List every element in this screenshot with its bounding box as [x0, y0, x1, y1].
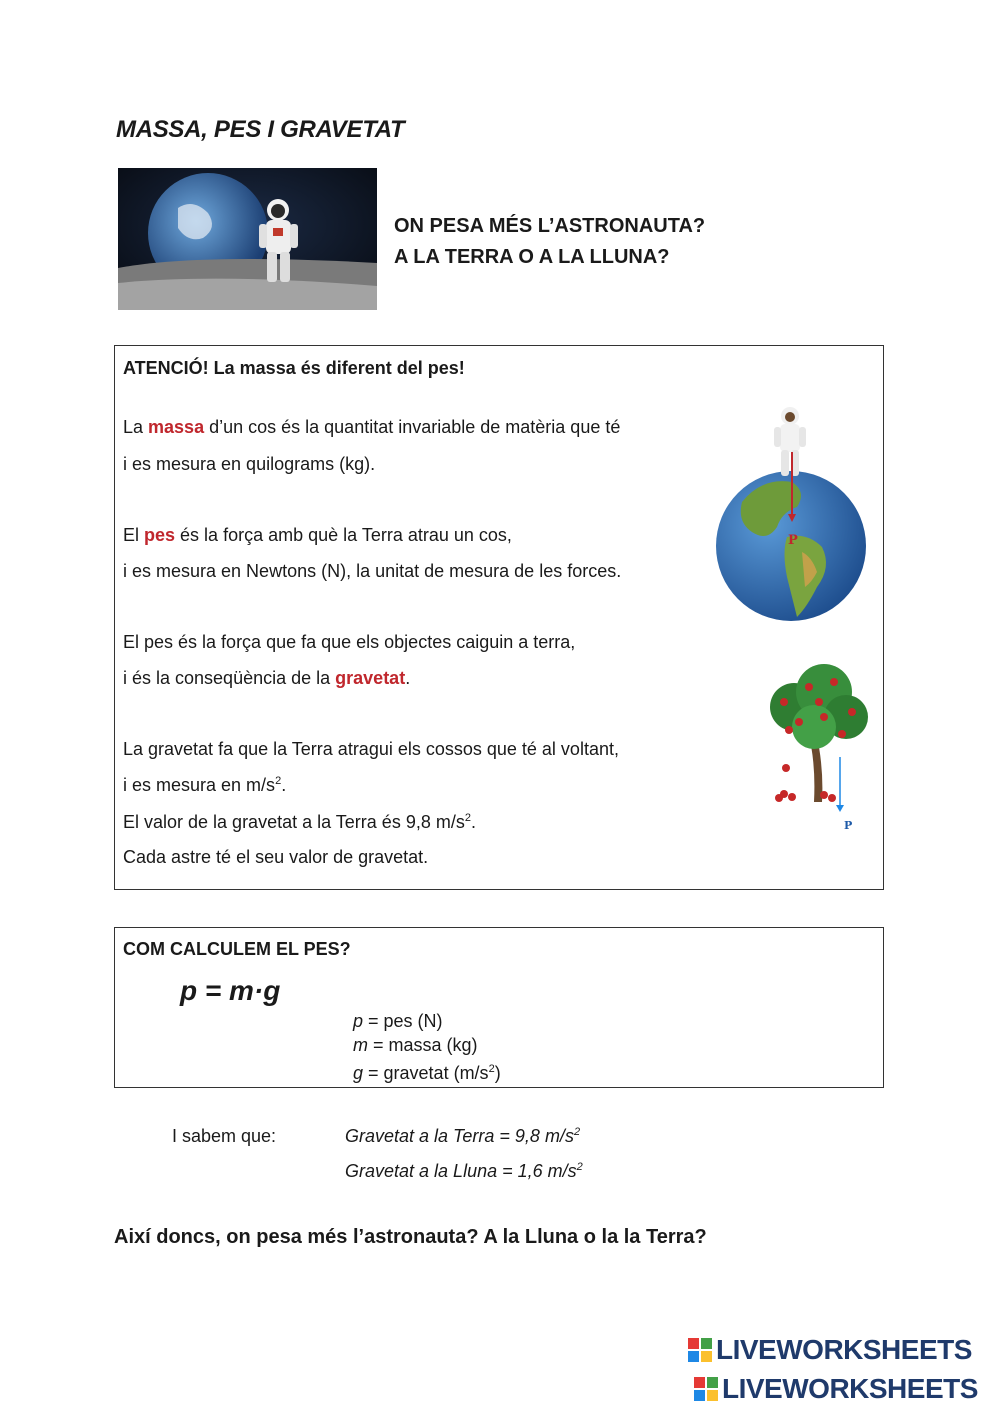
- text: i es mesura en m/s: [123, 775, 276, 795]
- gravetat2-line-4: Cada astre té el seu valor de gravetat.: [123, 847, 429, 867]
- gravetat2-line-2: [123, 775, 286, 796]
- text: d’un cos és la quantitat invariable de matèria que té: [204, 417, 621, 437]
- gravetat-line-2: [123, 668, 410, 689]
- known-label: I sabem que:: [172, 1126, 277, 1146]
- text: Gravetat a la Terra = 9,8 m/s: [345, 1126, 574, 1146]
- liveworksheets-logo-icon: [694, 1377, 718, 1401]
- attention-heading: ATENCIÓ! La massa és diferent del pes!: [123, 358, 465, 378]
- pes-line-2: i es mesura en Newtons (N), la unitat de mesura de les forces.: [123, 561, 622, 581]
- pes-line-1: [123, 525, 512, 546]
- question-line-1: ON PESA MÉS L’ASTRONAUTA?: [394, 215, 706, 237]
- text: .: [470, 812, 476, 832]
- page-title: MASSA, PES I GRAVETAT: [116, 116, 405, 143]
- var: p: [353, 1011, 364, 1031]
- tree-weight-label: P: [844, 819, 853, 832]
- final-question: Així doncs, on pesa més l’astronauta? A la Lluna o la la Terra?: [114, 1226, 707, 1248]
- calc-heading: COM CALCULEM EL PES?: [123, 939, 351, 959]
- earth-weight-label: P: [788, 533, 798, 548]
- text: és la força amb què la Terra atrau un cos,: [175, 525, 512, 545]
- massa-line-1: [123, 417, 620, 438]
- liveworksheets-logo-icon: [688, 1338, 712, 1362]
- var: m: [353, 1035, 368, 1055]
- formula-legend: [353, 1009, 501, 1085]
- brand-text: LIVEWORKSHEETS: [722, 1373, 978, 1404]
- superscript: 2: [275, 775, 282, 787]
- legend-row-g: [353, 1057, 501, 1085]
- brand-logo-2: [694, 1373, 978, 1405]
- apple-tree-illustration: [764, 662, 874, 842]
- legend-row-m: [353, 1033, 501, 1057]
- superscript: 2: [464, 812, 471, 824]
- gravetat2-line-3: [123, 812, 476, 833]
- gravetat-line-1: El pes és la força que fa que els objectes caiguin a terra,: [123, 632, 576, 652]
- text: La: [123, 417, 149, 437]
- massa-line-2: i es mesura en quilograms (kg).: [123, 454, 376, 474]
- question-line-2: A LA TERRA O A LA LLUNA?: [394, 246, 670, 268]
- text: El valor de la gravetat a la Terra és 9,8 m/s: [123, 812, 465, 832]
- earth-astronaut-illustration: [712, 402, 872, 622]
- brand-text: LIVEWORKSHEETS: [716, 1334, 972, 1365]
- astronaut-moon-image: [118, 168, 377, 310]
- text: = pes (N): [363, 1011, 443, 1031]
- text: .: [281, 775, 287, 795]
- gravetat2-line-1: La gravetat fa que la Terra atragui els cossos que té al voltant,: [123, 739, 619, 759]
- gravity-earth: [345, 1126, 580, 1147]
- text: Gravetat a la Lluna = 1,6 m/s: [345, 1161, 577, 1181]
- text: i és la conseqüència de la: [123, 668, 336, 688]
- weight-formula: p = m·g: [180, 975, 281, 1006]
- keyword-gravetat: gravetat: [335, 668, 406, 688]
- superscript: 2: [576, 1161, 583, 1173]
- superscript: 2: [488, 1063, 495, 1075]
- main-question: [394, 211, 705, 273]
- var: g: [353, 1063, 364, 1083]
- brand-logo-1: [688, 1334, 972, 1366]
- text: El: [123, 525, 145, 545]
- superscript: 2: [573, 1126, 581, 1138]
- legend-row-p: [353, 1009, 501, 1033]
- text: ): [494, 1063, 501, 1083]
- text: = massa (kg): [368, 1035, 478, 1055]
- keyword-pes: pes: [144, 525, 176, 545]
- text: = gravetat (m/s: [363, 1063, 489, 1083]
- text: .: [405, 668, 411, 688]
- keyword-massa: massa: [148, 417, 205, 437]
- gravity-moon: [345, 1161, 583, 1182]
